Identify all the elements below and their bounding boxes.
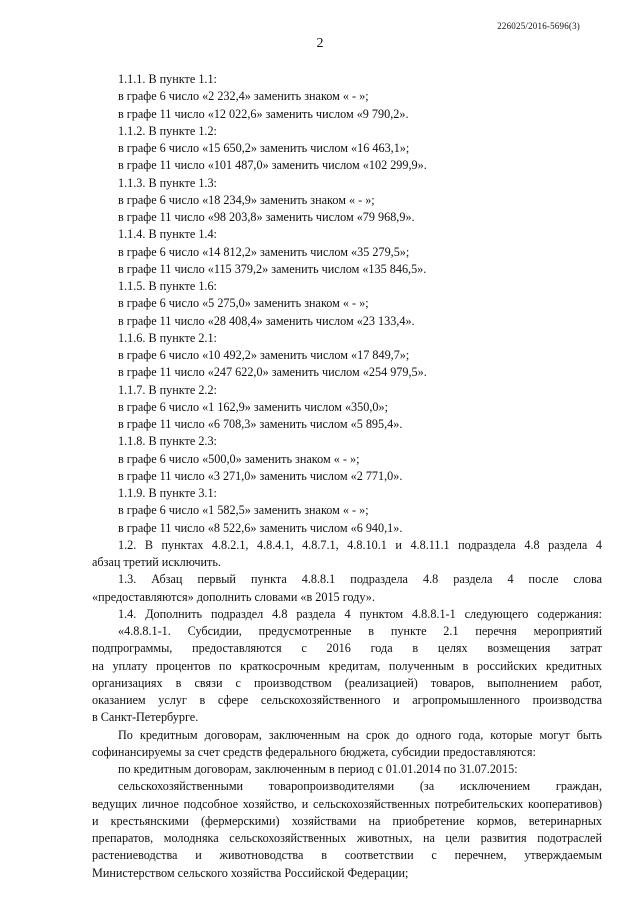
text-line: в Санкт-Петербурге. xyxy=(92,710,199,725)
text-line: 1.1.3. В пункте 1.3: xyxy=(118,175,217,190)
text-line: 1.1.8. В пункте 2.3: xyxy=(118,434,217,449)
text-line: на уплату процентов по краткосрочным кредитам, полученным в российских кредитных xyxy=(92,658,602,673)
text-line: в графе 11 число «12 022,6» заменить числом «9 790,2». xyxy=(118,106,409,121)
text-line: в графе 11 число «247 622,0» заменить числом «254 979,5». xyxy=(118,365,427,380)
text-line: 1.3. Абзац первый пункта 4.8.8.1 подраздела 4.8 раздела 4 после слова xyxy=(118,572,602,587)
text-line: в графе 6 число «500,0» заменить знаком « - »; xyxy=(118,451,360,466)
text-line: организациях в связи с производством (реализацией) товаров, выполнением работ, xyxy=(92,675,602,690)
text-line: в графе 6 число «18 234,9» заменить знаком « - »; xyxy=(118,192,375,207)
text-line: 1.1.2. В пункте 1.2: xyxy=(118,123,217,138)
text-line: в графе 11 число «115 379,2» заменить числом «135 846,5». xyxy=(118,261,427,276)
text-line: абзац третий исключить. xyxy=(92,555,221,569)
text-line: подпрограммы, предоставляются с 2016 года в целях возмещения затрат xyxy=(92,641,602,656)
document-id: 226025/2016-5696(3) xyxy=(497,21,580,31)
document-body xyxy=(92,71,602,882)
text-line: 1.1.4. В пункте 1.4: xyxy=(118,227,217,242)
text-line: Министерством сельского хозяйства Российской Федерации; xyxy=(92,865,409,880)
text-line: 1.1.6. В пункте 2.1: xyxy=(118,330,217,345)
text-line: по кредитным договорам, заключенным в период с 01.01.2014 по 31.07.2015: xyxy=(118,762,518,776)
text-line: растениеводства и животноводства в соответствии с перечнем, утверждаемым xyxy=(92,848,602,863)
text-line: 1.2. В пунктах 4.8.2.1, 4.8.4.1, 4.8.7.1, 4.8.10.1 и 4.8.11.1 подраздела 4.8 раздела 4 xyxy=(118,537,602,552)
text-line: в графе 11 число «8 522,6» заменить числом «6 940,1». xyxy=(118,520,403,535)
text-line: в графе 6 число «2 232,4» заменить знаком « - »; xyxy=(118,89,369,104)
text-line: 1.1.9. В пункте 3.1: xyxy=(118,486,217,500)
text-line: препаратов, молодняка сельскохозяйственных животных, на цели развития подотраслей xyxy=(92,831,602,845)
text-line: сельскохозяйственными товаропроизводителями (за исключением граждан, xyxy=(118,779,602,794)
text-line: в графе 6 число «15 650,2» заменить числом «16 463,1»; xyxy=(118,141,410,155)
text-line: в графе 6 число «1 162,9» заменить числом «350,0»; xyxy=(118,399,388,414)
text-line: 1.4. Дополнить подраздел 4.8 раздела 4 пунктом 4.8.8.1-1 следующего содержания: xyxy=(118,606,602,621)
text-line: в графе 11 число «28 408,4» заменить числом «23 133,4». xyxy=(118,313,415,328)
text-line: 1.1.1. В пункте 1.1: xyxy=(118,72,217,86)
text-line: ведущих личное подсобное хозяйство, и сельскохозяйственных потребительских кооперативов) xyxy=(92,796,602,811)
page-number: 2 xyxy=(316,36,324,51)
text-line: в графе 6 число «14 812,2» заменить числом «35 279,5»; xyxy=(118,244,410,259)
text-line: и крестьянскими (фермерскими) хозяйствами на приобретение кормов, ветеринарных xyxy=(92,813,602,828)
text-line: оказанием услуг в сфере сельскохозяйственного и агропромышленного производства xyxy=(92,693,602,707)
text-line: в графе 11 число «101 487,0» заменить числом «102 299,9». xyxy=(118,158,427,173)
text-line: 1.1.7. В пункте 2.2: xyxy=(118,382,217,397)
text-line: в графе 6 число «1 582,5» заменить знаком « - »; xyxy=(118,503,369,518)
text-line: По кредитным договорам, заключенным на срок до одного года, которые могут быть xyxy=(118,727,602,742)
text-line: софинансируемы за счет средств федерального бюджета, субсидии предоставляются: xyxy=(92,744,536,759)
text-line: 1.1.5. В пункте 1.6: xyxy=(118,279,217,293)
text-line: «предоставляются» дополнить словами «в 2015 году». xyxy=(92,589,375,604)
text-line: в графе 11 число «6 708,3» заменить числом «5 895,4». xyxy=(118,417,403,431)
text-line: в графе 6 число «5 275,0» заменить знаком « - »; xyxy=(118,296,369,311)
text-line: в графе 11 число «3 271,0» заменить числом «2 771,0». xyxy=(118,468,403,483)
text-line: «4.8.8.1-1. Субсидии, предусмотренные в пункте 2.1 перечня мероприятий xyxy=(118,624,602,638)
text-line: в графе 6 число «10 492,2» заменить числом «17 849,7»; xyxy=(118,348,410,362)
text-line: в графе 11 число «98 203,8» заменить числом «79 968,9». xyxy=(118,210,415,224)
